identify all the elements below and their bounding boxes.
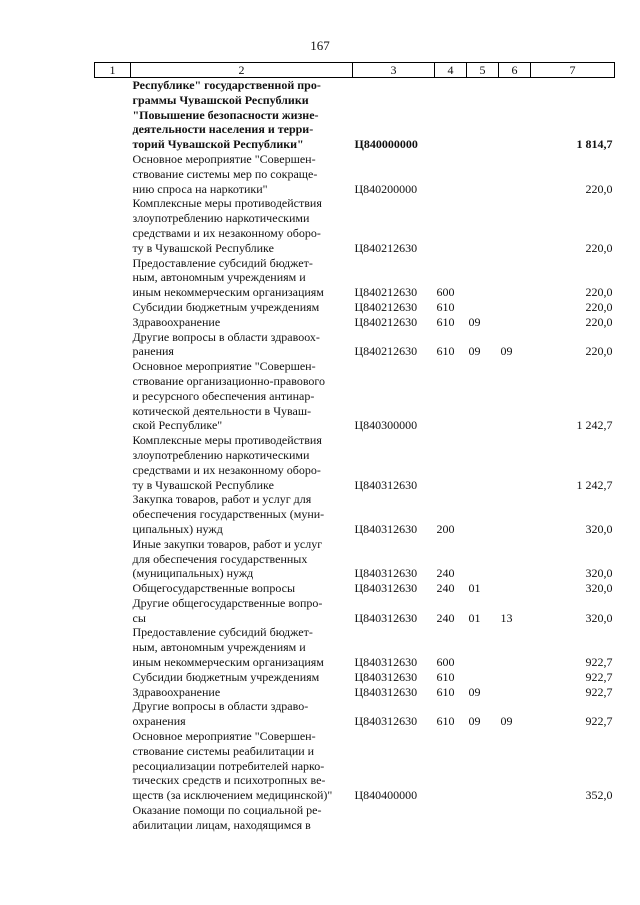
table-row xyxy=(95,359,615,433)
section-code xyxy=(467,359,499,433)
expense-type: 600 xyxy=(436,655,455,670)
section-code xyxy=(467,300,499,315)
table-row xyxy=(95,596,615,626)
column-number-4: 4 xyxy=(435,63,467,78)
row-amount: 922,7 xyxy=(585,714,613,729)
table-row xyxy=(95,78,615,152)
target-code: Ц840300000 xyxy=(354,418,418,433)
budget-table xyxy=(94,62,615,833)
target-code: Ц840212630 xyxy=(354,285,418,300)
target-code: Ц840312630 xyxy=(354,669,418,684)
row-amount: 1 242,7 xyxy=(576,477,613,492)
target-code: Ц840312630 xyxy=(354,714,418,729)
row-name: Субсидии бюджетным учреждениям xyxy=(132,669,320,684)
expense-type xyxy=(435,196,467,255)
target-code xyxy=(353,803,435,833)
subsection-code xyxy=(499,729,531,803)
subsection-code xyxy=(499,537,531,581)
subsection-code xyxy=(499,152,531,196)
empty-cell xyxy=(95,803,131,833)
empty-cell xyxy=(95,433,131,492)
table-header xyxy=(95,63,615,78)
row-name: Республике" государственной про- граммы Чувашской Республики "Повышение безопасности жизне- деятельности населения и терри- торий Чувашской Республики" xyxy=(132,78,321,152)
table-row xyxy=(95,256,615,300)
row-amount: 922,7 xyxy=(585,684,613,699)
row-amount: 220,0 xyxy=(585,299,613,314)
table-row xyxy=(95,152,615,196)
row-amount: 1 242,7 xyxy=(576,418,613,433)
row-name: Здравоохранение xyxy=(132,314,221,329)
section-code xyxy=(467,537,499,581)
expense-type: 610 xyxy=(436,299,455,314)
row-name: Предоставление субсидий бюджет- ным, автономным учреждениям и иным некоммерческим организациям xyxy=(132,255,324,300)
section-code xyxy=(467,152,499,196)
empty-cell xyxy=(95,300,131,315)
table-row xyxy=(95,729,615,803)
expense-type xyxy=(435,433,467,492)
row-amount: 320,0 xyxy=(585,610,613,625)
section-code xyxy=(467,256,499,300)
table-row xyxy=(95,433,615,492)
subsection-code: 09 xyxy=(500,714,513,729)
row-amount: 220,0 xyxy=(585,240,613,255)
row-name: Комплексные меры противодействия злоупотреблению наркотическими средствами и их незаконному оборо- ту в Чувашской Республике xyxy=(132,196,322,255)
empty-cell xyxy=(95,330,131,360)
row-amount: 320,0 xyxy=(585,521,613,536)
row-amount xyxy=(531,803,615,833)
column-number-6: 6 xyxy=(499,63,531,78)
row-amount: 320,0 xyxy=(585,566,613,581)
row-amount: 922,7 xyxy=(585,655,613,670)
expense-type: 610 xyxy=(436,314,455,329)
expense-type: 610 xyxy=(436,714,455,729)
section-code xyxy=(467,196,499,255)
target-code: Ц840312630 xyxy=(354,655,418,670)
expense-type: 200 xyxy=(436,521,455,536)
row-name: Комплексные меры противодействия злоупотреблению наркотическими средствами и их незаконному оборо- ту в Чувашской Республике xyxy=(132,433,322,492)
subsection-code xyxy=(499,359,531,433)
section-code: 09 xyxy=(468,314,481,329)
empty-cell xyxy=(95,78,131,152)
header-row xyxy=(95,63,615,78)
target-code: Ц840212630 xyxy=(354,299,418,314)
row-amount: 1 814,7 xyxy=(576,137,613,152)
empty-cell xyxy=(95,625,131,669)
target-code: Ц840212630 xyxy=(354,240,418,255)
target-code: Ц840312630 xyxy=(354,581,418,596)
section-code: 09 xyxy=(468,344,481,359)
empty-cell xyxy=(95,685,131,700)
subsection-code xyxy=(499,196,531,255)
expense-type: 240 xyxy=(436,610,455,625)
expense-type: 610 xyxy=(436,669,455,684)
expense-type xyxy=(435,359,467,433)
section-code xyxy=(467,803,499,833)
table-row xyxy=(95,699,615,729)
row-amount: 922,7 xyxy=(585,669,613,684)
section-code xyxy=(467,670,499,685)
empty-cell xyxy=(95,729,131,803)
row-amount: 352,0 xyxy=(585,788,613,803)
column-number-1: 1 xyxy=(95,63,131,78)
empty-cell xyxy=(95,359,131,433)
expense-type: 610 xyxy=(436,684,455,699)
row-name: Иные закупки товаров, работ и услуг для обеспечения государственных (муниципальных) нужд xyxy=(132,536,323,581)
section-code xyxy=(467,625,499,669)
row-amount: 220,0 xyxy=(585,285,613,300)
target-code: Ц840400000 xyxy=(354,788,418,803)
subsection-code xyxy=(499,78,531,152)
empty-cell xyxy=(95,152,131,196)
section-code: 09 xyxy=(468,684,481,699)
target-code: Ц840212630 xyxy=(354,314,418,329)
table-row xyxy=(95,315,615,330)
row-name: Здравоохранение xyxy=(132,684,221,699)
empty-cell xyxy=(95,699,131,729)
row-name: Другие общегосударственные вопро- сы xyxy=(132,595,323,625)
expense-type: 240 xyxy=(436,581,455,596)
subsection-code xyxy=(499,685,531,700)
expense-type xyxy=(435,152,467,196)
subsection-code xyxy=(499,315,531,330)
row-amount: 220,0 xyxy=(585,344,613,359)
section-code xyxy=(467,78,499,152)
section-code xyxy=(467,729,499,803)
expense-type: 240 xyxy=(436,566,455,581)
subsection-code xyxy=(499,300,531,315)
table-row xyxy=(95,492,615,536)
section-code xyxy=(467,492,499,536)
row-name: Другие вопросы в области здравоох- ранения xyxy=(132,329,320,359)
target-code: Ц840212630 xyxy=(354,344,418,359)
subsection-code: 13 xyxy=(500,610,513,625)
section-code: 01 xyxy=(468,581,481,596)
target-code: Ц840312630 xyxy=(354,477,418,492)
row-name: Основное мероприятие "Совершен- ствование системы мер по сокраще- нию спроса на наркотики" xyxy=(132,151,318,196)
table-row xyxy=(95,581,615,596)
empty-cell xyxy=(95,596,131,626)
subsection-code xyxy=(499,433,531,492)
subsection-code xyxy=(499,256,531,300)
subsection-code xyxy=(499,670,531,685)
empty-cell xyxy=(95,315,131,330)
table-row xyxy=(95,330,615,360)
table-body xyxy=(95,78,615,833)
row-name: Предоставление субсидий бюджет- ным, автономным учреждениям и иным некоммерческим организациям xyxy=(132,625,324,670)
empty-cell xyxy=(95,670,131,685)
subsection-code xyxy=(499,581,531,596)
subsection-code xyxy=(499,625,531,669)
empty-cell xyxy=(95,196,131,255)
table-row xyxy=(95,670,615,685)
subsection-code xyxy=(499,803,531,833)
row-name: Другие вопросы в области здраво- охранения xyxy=(132,699,309,729)
row-amount: 220,0 xyxy=(585,314,613,329)
target-code: Ц840200000 xyxy=(354,181,418,196)
empty-cell xyxy=(95,492,131,536)
table-row xyxy=(95,300,615,315)
row-name: Основное мероприятие "Совершен- ствование системы реабилитации и ресоциализации потребителей нарко- тических средств и психотропных ве- ществ (за исключением медицинской)" xyxy=(132,729,333,803)
table-row xyxy=(95,685,615,700)
subsection-code xyxy=(499,492,531,536)
section-code: 09 xyxy=(468,714,481,729)
target-code: Ц840312630 xyxy=(354,684,418,699)
expense-type: 610 xyxy=(436,344,455,359)
row-name: Основное мероприятие "Совершен- ствование организационно-правового и ресурсного обеспечения антинар- котической деятельности в Чуваш- ской Республике" xyxy=(132,359,326,433)
column-number-2: 2 xyxy=(131,63,353,78)
expense-type: 600 xyxy=(436,285,455,300)
column-number-7: 7 xyxy=(531,63,615,78)
table-row xyxy=(95,537,615,581)
empty-cell xyxy=(95,537,131,581)
expense-type xyxy=(435,78,467,152)
empty-cell xyxy=(95,581,131,596)
section-code xyxy=(467,433,499,492)
column-number-3: 3 xyxy=(353,63,435,78)
target-code: Ц840312630 xyxy=(354,610,418,625)
row-amount: 220,0 xyxy=(585,181,613,196)
row-name: Оказание помощи по социальной ре- абилитации лицам, находящимся в xyxy=(132,803,322,832)
target-code: Ц840312630 xyxy=(354,566,418,581)
empty-cell xyxy=(95,256,131,300)
subsection-code: 09 xyxy=(500,344,513,359)
section-code: 01 xyxy=(468,610,481,625)
expense-type xyxy=(435,803,467,833)
expense-type xyxy=(435,729,467,803)
page-number: 167 xyxy=(310,38,330,53)
column-number-5: 5 xyxy=(467,63,499,78)
table-row xyxy=(95,196,615,255)
target-code: Ц840000000 xyxy=(354,137,418,152)
row-amount: 320,0 xyxy=(585,581,613,596)
row-name: Общегосударственные вопросы xyxy=(132,581,296,596)
table-row xyxy=(95,803,615,833)
table-row xyxy=(95,625,615,669)
target-code: Ц840312630 xyxy=(354,521,418,536)
row-name: Субсидии бюджетным учреждениям xyxy=(132,299,320,314)
row-name: Закупка товаров, работ и услуг для обеспечения государственных (муни- ципальных) нужд xyxy=(132,492,325,536)
